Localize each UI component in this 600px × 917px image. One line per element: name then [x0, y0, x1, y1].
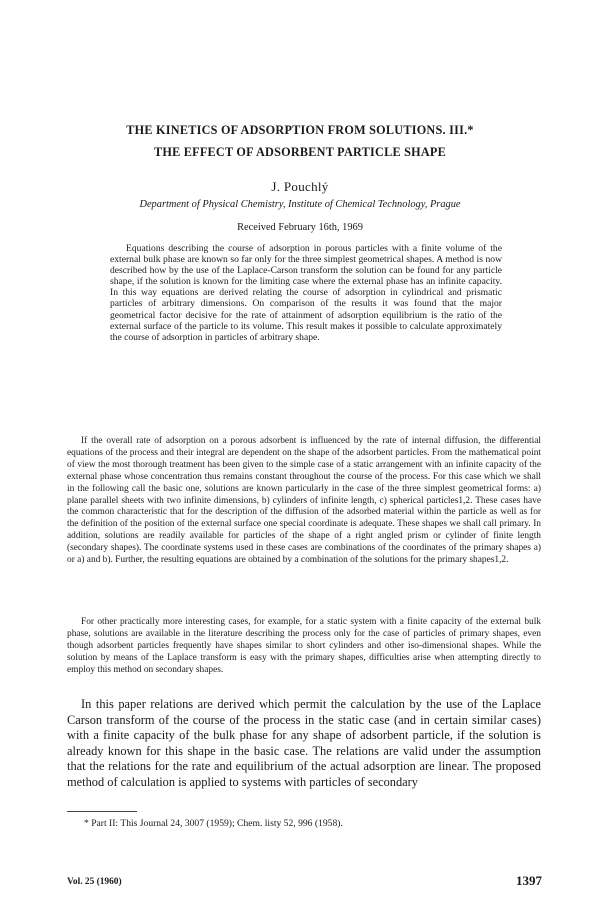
- article-title-line-1: THE KINETICS OF ADSORPTION FROM SOLUTIONS. III.*: [126, 123, 474, 137]
- body-paragraph-2: For other practically more interesting cases, for example, for a static system with a finite capacity of the external bulk phase, solutions are available in the literature describing the process only for the case of particles of primary shapes, even though adsorbent particles frequently have shapes similar to short cylinders and other iso-dimensional shapes. While the solution by means of the Laplace transform is easy with the primary shapes, difficulties arise when attempting directly to employ this method on secondary shapes.: [67, 617, 541, 675]
- footnote-divider: [67, 811, 137, 812]
- author-name: J. Pouchlý: [271, 179, 329, 194]
- page-number: 1397: [516, 873, 542, 888]
- body-paragraph-3: In this paper relations are derived which permit the calculation by the use of the Laplace Carson transform of the course of the process in the static case (and in certain similar cases) with a finite capacity of the bulk phase for any shape of adsorbent particle, if the solution is already known for this shape in the basic case. The relations are valid under the assumption that the relations for the rate and equilibrium of the actual adsorption are linear. The proposed method of calculation is applied to systems with particles of secondary: [67, 697, 541, 789]
- article-title-line-2: THE EFFECT OF ADSORBENT PARTICLE SHAPE: [153, 145, 447, 159]
- footnote: * Part II: This Journal 24, 3007 (1959); Chem. listy 52, 996 (1958).: [84, 818, 343, 829]
- volume-info: Vol. 25 (1960): [67, 877, 122, 887]
- abstract: Equations describing the course of adsorption in porous particles with a finite volume of the external bulk phase are known so far only for the three simplest geometrical shapes. A method is now described how by the use of the Laplace-Carson transform the solution can be found for any particle shape, if the solution is known for the limiting case where the external phase has an infinite capacity. In this way equations are derived relating the course of adsorption in cylindrical and prismatic particles of arbitrary dimensions. On comparison of the results it was found that the major geometrical factor decisive for the rate of attainment of adsorption equilibrium is the ratio of the external surface of the particle to its volume. This result makes it possible to calculate approximately the course of adsorption in particles of arbitrary shape.: [110, 243, 502, 343]
- author-affiliation: Department of Physical Chemistry, Institute of Chemical Technology, Prague: [139, 199, 461, 210]
- body-paragraph-1: If the overall rate of adsorption on a porous adsorbent is influenced by the rate of internal diffusion, the differential equations of the process and their integral are dependent on the shape of the adsorbent particles. From the mathematical point of view the most thorough treatment has been given to the simple case of a static arrangement with an infinite capacity of the external phase whose concentration thus remains constant throughout the course of the process. For this case which we shall in the following call the basic one, solutions are known particularly in the case of the three simplest geometrical forms: a) plane parallel sheets with two infinite dimensions, b) cylinders of infinite length, c) spherical particles1,2. These cases have the common characteristic that for the description of the diffusion of the adsorbed material within the particle as well as for the definition of the position of the external surface one special coordinate is adequate. These shapes we shall call primary. In addition, solutions are readily available for particles of the shape of a right angled prism or cylinder of finite length (secondary shapes). The coordinate systems used in these cases are combinations of the coordinates of the primary shapes a) or a) and b). Further, the resulting equations are obtained by a combination of the solutions for the primary shapes1,2.: [67, 436, 541, 566]
- received-date: Received February 16th, 1969: [237, 222, 363, 233]
